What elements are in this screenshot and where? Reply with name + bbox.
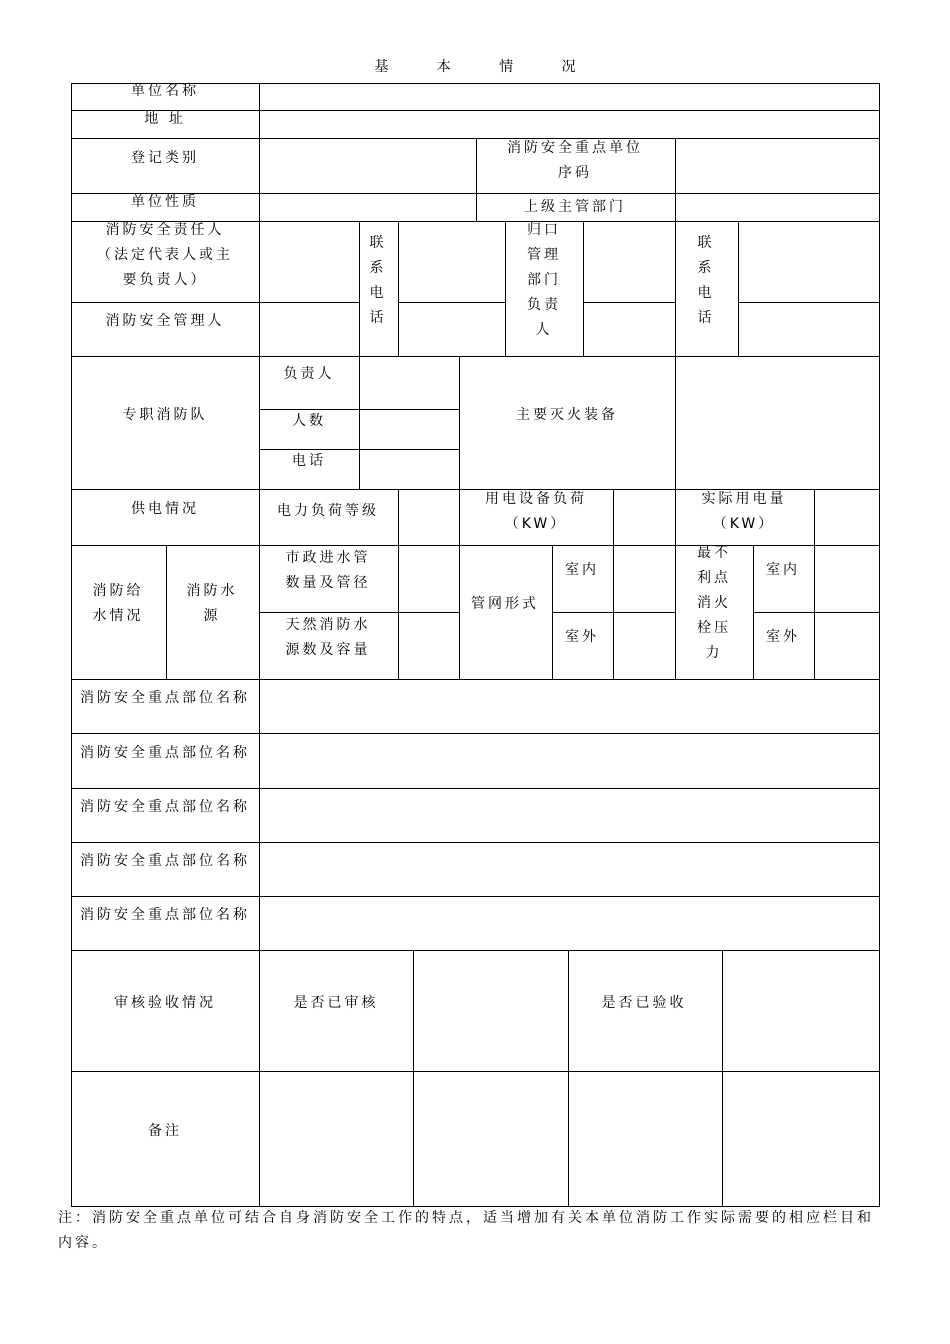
- remarks-label: 备注: [148, 1123, 182, 1139]
- natural-source-label: 源数及容量: [285, 642, 371, 658]
- department-head-label: 管理: [527, 247, 561, 263]
- table-rule-horizontal: [71, 896, 880, 897]
- key-part-name-label: 消防安全重点部位名称: [80, 799, 250, 815]
- safety-manager-label: 消防安全管理人: [105, 313, 225, 329]
- indoor-label: 室内: [565, 562, 599, 578]
- reviewed-label: 是否已审核: [293, 995, 379, 1011]
- key-unit-code-label: 序码: [558, 165, 592, 181]
- table-rule-horizontal: [71, 1071, 880, 1072]
- key-part-name-label: 消防安全重点部位名称: [80, 853, 250, 869]
- phone-label: 话: [369, 310, 387, 326]
- department-head-label: 部门: [527, 272, 561, 288]
- register-category-label: 登记类别: [131, 150, 199, 166]
- key-part-name-label: 消防安全重点部位名称: [80, 907, 250, 923]
- pressure-label: 最不: [697, 545, 731, 561]
- power-supply-label: 供电情况: [131, 501, 199, 517]
- actual-power-label: 实际用电量: [701, 491, 787, 507]
- table-rule-vertical: [568, 950, 569, 1207]
- key-part-name-label: 消防安全重点部位名称: [80, 745, 250, 761]
- equipment-load-label: 用电设备负荷: [485, 491, 587, 507]
- water-source-label: 源: [203, 608, 221, 624]
- brigade-phone-label: 电话: [292, 453, 326, 469]
- phone-label: 系: [369, 260, 387, 276]
- pressure-label: 力: [705, 645, 723, 661]
- unit-name-label: 单位名称: [131, 83, 199, 99]
- table-rule-horizontal: [71, 842, 880, 843]
- table-rule-horizontal: [71, 733, 880, 734]
- table-rule-vertical: [413, 950, 414, 1207]
- pressure-label: 利点: [697, 570, 731, 586]
- department-head-label: 归口: [527, 222, 561, 238]
- department-head-label: 人: [535, 322, 553, 338]
- phone-label-2: 电: [697, 285, 715, 301]
- footnote: 注：消防安全重点单位可结合自身消防安全工作的特点，适当增加有关本单位消防工作实际需要的相应栏目和内容。: [58, 1210, 874, 1251]
- outdoor-label-2: 室外: [766, 629, 800, 645]
- form-title: 基 本 情 况: [374, 59, 598, 75]
- phone-label: 联: [369, 235, 387, 251]
- phone-label: 电: [369, 285, 387, 301]
- table-rule-horizontal: [71, 788, 880, 789]
- superior-department-label: 上级主管部门: [524, 199, 626, 215]
- indoor-label-2: 室内: [766, 562, 800, 578]
- phone-label-2: 系: [697, 260, 715, 276]
- responsible-person-label: （法定代表人或主: [97, 247, 233, 263]
- pressure-label: 消火: [697, 595, 731, 611]
- power-load-level-label: 电力负荷等级: [277, 503, 379, 519]
- address-label: 地 址: [144, 111, 186, 127]
- actual-power-label: （KW）: [712, 516, 776, 532]
- unit-nature-label: 单位性质: [131, 194, 199, 210]
- fire-brigade-label: 专职消防队: [122, 407, 208, 423]
- water-source-label: 消防水: [186, 583, 238, 599]
- accepted-label: 是否已验收: [601, 995, 687, 1011]
- table-rule-horizontal: [71, 679, 880, 680]
- natural-source-label: 天然消防水: [285, 617, 371, 633]
- key-part-name-label: 消防安全重点部位名称: [80, 690, 250, 706]
- phone-label-2: 联: [697, 235, 715, 251]
- outdoor-label: 室外: [565, 629, 599, 645]
- main-equipment-label: 主要灭火装备: [516, 407, 618, 423]
- pipe-network-label: 管网形式: [471, 596, 539, 612]
- municipal-pipe-label: 市政进水管: [285, 550, 371, 566]
- phone-label-2: 话: [697, 310, 715, 326]
- equipment-load-label: （KW）: [504, 516, 568, 532]
- table-rule-horizontal: [71, 950, 880, 951]
- department-head-label: 负责: [527, 297, 561, 313]
- responsible-person-label: 消防安全责任人: [105, 222, 225, 238]
- table-rule-vertical: [722, 950, 723, 1207]
- brigade-count-label: 人数: [292, 413, 326, 429]
- table-rule-horizontal: [71, 356, 880, 357]
- responsible-person-label: 要负责人）: [122, 272, 208, 288]
- brigade-leader-label: 负责人: [283, 366, 335, 382]
- pressure-label: 栓压: [697, 620, 731, 636]
- municipal-pipe-label: 数量及管径: [285, 575, 371, 591]
- review-acceptance-label: 审核验收情况: [114, 995, 216, 1011]
- key-unit-code-label: 消防安全重点单位: [507, 140, 643, 156]
- water-supply-label: 水情况: [92, 608, 144, 624]
- water-supply-label: 消防给: [92, 583, 144, 599]
